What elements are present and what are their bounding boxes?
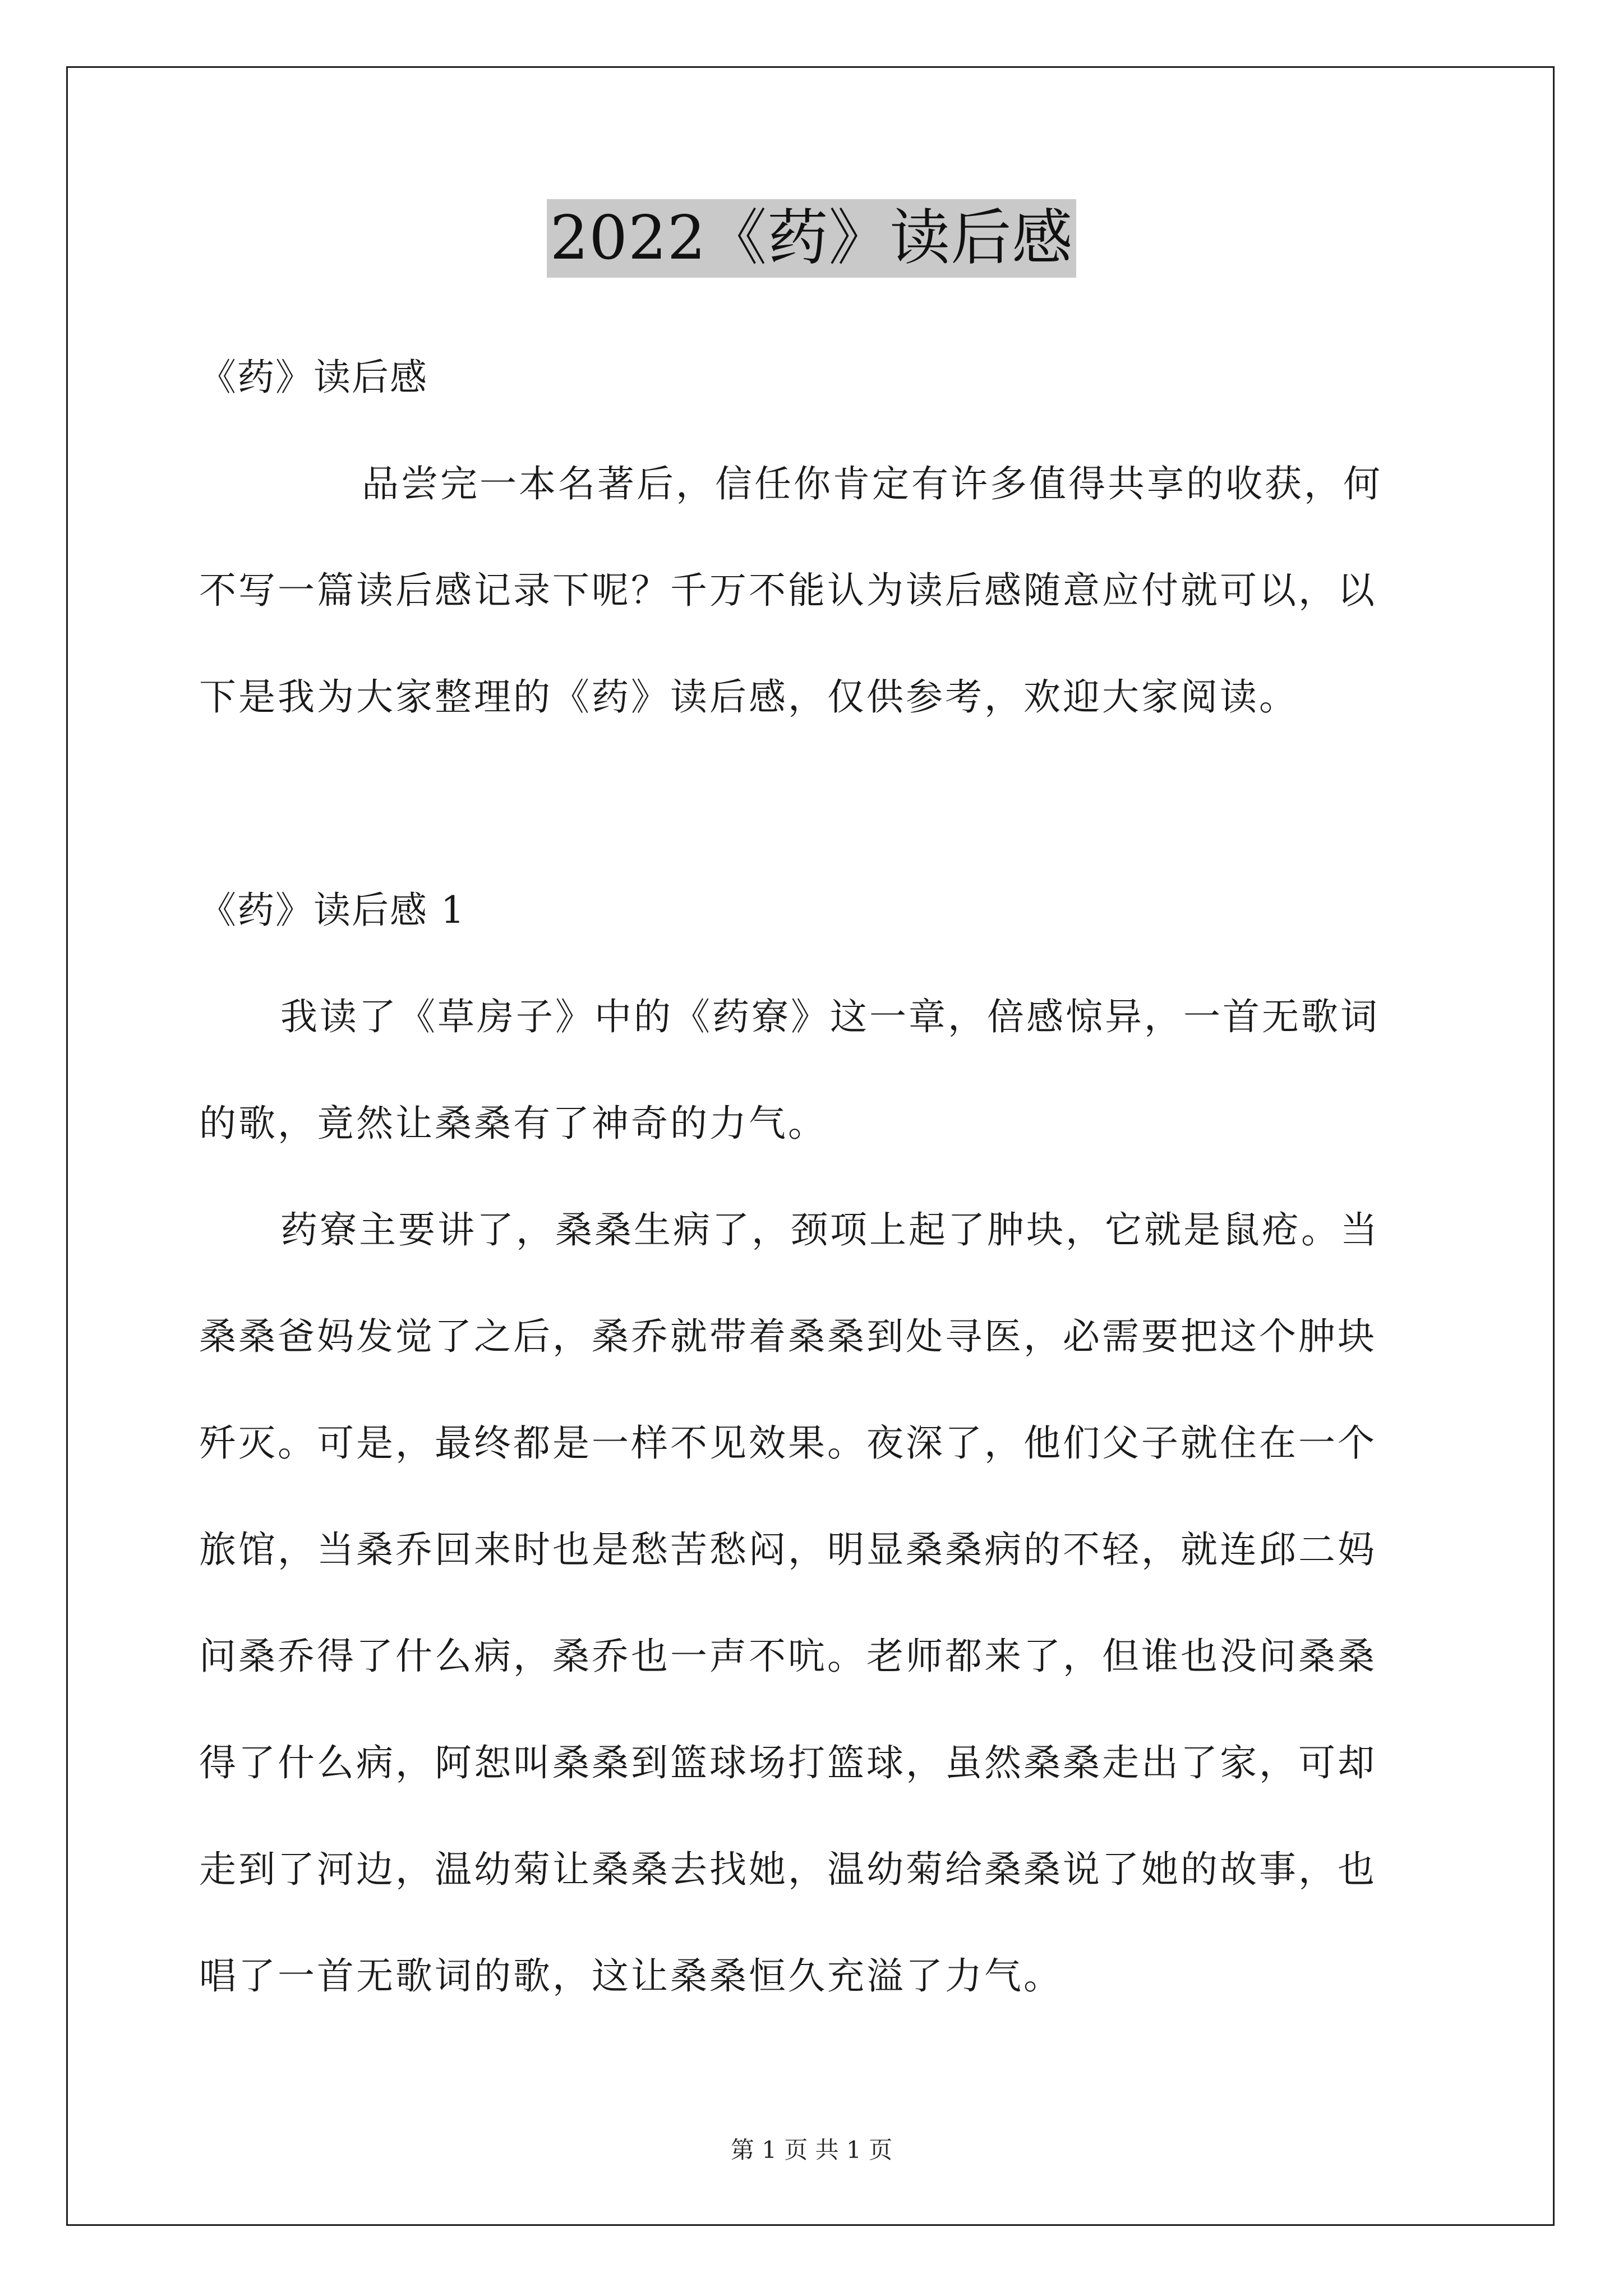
para2-line-6: 得了什么病，阿恕叫桑桑到篮球场打篮球，虽然桑桑走出了家，可却 <box>199 1741 1377 1784</box>
para2-line-8: 唱了一首无歌词的歌，这让桑桑恒久充溢了力气。 <box>199 1954 1063 1998</box>
intro-line-1: 品尝完一本名著后，信任你肯定有许多值得共享的收获，何 <box>362 462 1382 505</box>
intro-line-3: 下是我为大家整理的《药》读后感，仅供参考，欢迎大家阅读。 <box>199 675 1298 719</box>
para2-line-1: 药寮主要讲了，桑桑生病了，颈项上起了肿块，它就是鼠疮。当 <box>280 1208 1380 1251</box>
title-wrap <box>0 199 1623 278</box>
para2-line-4: 旅馆，当桑乔回来时也是愁苦愁闷，明显桑桑病的不轻，就连邱二妈 <box>199 1528 1377 1571</box>
para2-line-5: 问桑乔得了什么病，桑乔也一声不吭。老师都来了，但谁也没问桑桑 <box>199 1635 1377 1678</box>
para1-line-1: 我读了《草房子》中的《药寮》这一章，倍感惊异，一首无歌词 <box>280 995 1380 1038</box>
para2-line-2: 桑桑爸妈发觉了之后，桑乔就带着桑桑到处寻医，必需要把这个肿块 <box>199 1315 1377 1358</box>
para2-line-3: 歼灭。可是，最终都是一样不见效果。夜深了，他们父子就住在一个 <box>199 1421 1377 1465</box>
document-title: 2022《药》读后感 <box>547 199 1077 278</box>
para1-line-2: 的歌，竟然让桑桑有了神奇的力气。 <box>199 1102 827 1145</box>
intro-line-2: 不写一篇读后感记录下呢？千万不能认为读后感随意应付就可以，以 <box>199 569 1377 612</box>
section1-heading: 《药》读后感 1 <box>199 889 465 932</box>
para2-line-7: 走到了河边，温幼菊让桑桑去找她，温幼菊给桑桑说了她的故事，也 <box>199 1848 1377 1891</box>
subtitle: 《药》读后感 <box>199 356 428 399</box>
page-footer: 第 1 页 共 1 页 <box>730 2136 893 2164</box>
